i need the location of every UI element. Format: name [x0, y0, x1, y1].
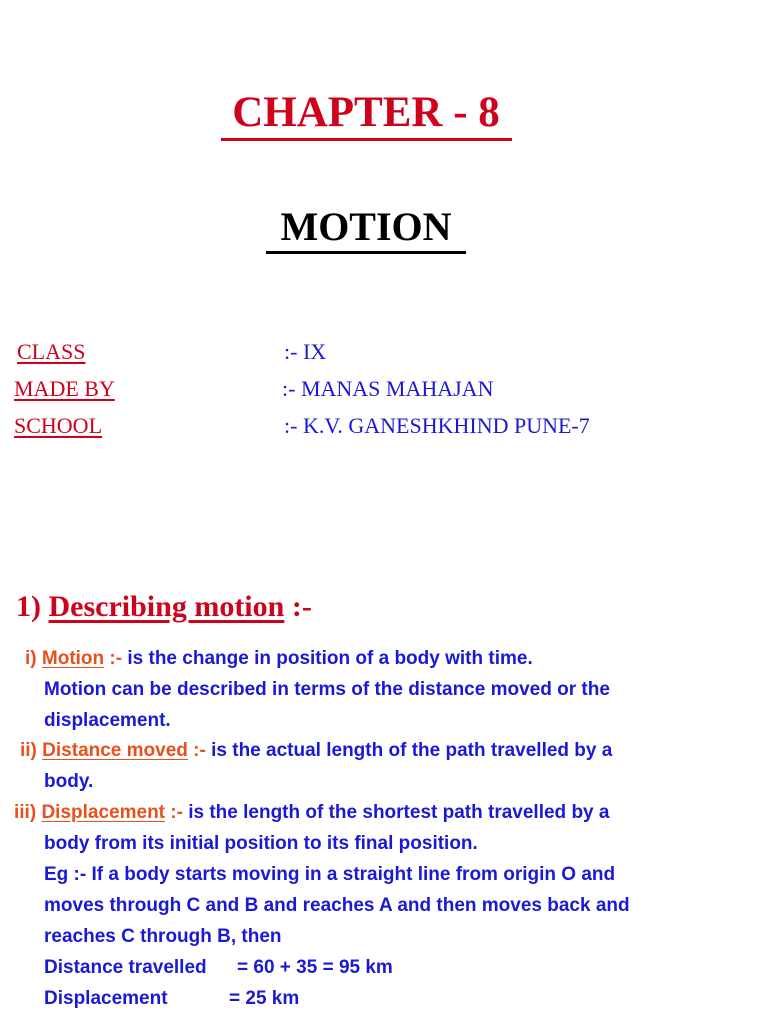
info-value-school: :- K.V. GANESHKHIND PUNE-7 [284, 413, 590, 438]
result-distance-label: Distance travelled [44, 957, 207, 978]
chapter-title: CHAPTER - 8 [232, 89, 500, 136]
info-value-class: :- IX [284, 339, 327, 364]
section-heading [16, 590, 312, 624]
item-number: iii) [14, 802, 42, 823]
section-number: 1) [16, 590, 49, 623]
example-line: Eg :- If a body starts moving in a straight line from origin O and [44, 864, 616, 885]
item-term: Distance moved [42, 740, 188, 761]
info-value-made-by: :- MANAS MAHAJAN [282, 376, 494, 401]
item-definition: is the change in position of a body with time. [127, 648, 533, 669]
chapter-title-underline [221, 138, 512, 141]
result-distance-value: = 60 + 35 = 95 km [237, 957, 393, 978]
info-label-made-by: MADE BY [14, 376, 115, 401]
item-number: ii) [20, 740, 43, 761]
item-displacement-continuation: body from its initial position to its final position. [44, 833, 478, 854]
result-displacement-label: Displacement [44, 988, 168, 1009]
example-line: reaches C through B, then [44, 926, 282, 947]
section-suffix: :- [284, 590, 312, 623]
item-definition: is the actual length of the path travelled by a [211, 740, 613, 761]
item-motion [25, 643, 533, 674]
topic-title-underline [266, 251, 466, 254]
item-distance-continuation: body. [44, 771, 94, 792]
item-separator: :- [165, 802, 189, 823]
item-number: i) [25, 648, 42, 669]
item-displacement [14, 797, 609, 828]
item-term: Motion [41, 648, 105, 669]
item-separator: :- [104, 648, 128, 669]
section-title: Describing motion [48, 590, 285, 623]
result-displacement-value: = 25 km [229, 988, 300, 1009]
item-distance [20, 735, 612, 766]
item-term: Displacement [41, 802, 165, 823]
item-definition: is the length of the shortest path travelled by a [188, 802, 610, 823]
item-motion-continuation: Motion can be described in terms of the distance moved or the [44, 679, 610, 700]
topic-title: MOTION [280, 204, 452, 249]
item-motion-continuation: displacement. [44, 710, 171, 731]
info-label-school: SCHOOL [14, 413, 103, 438]
item-separator: :- [187, 740, 212, 761]
example-line: moves through C and B and reaches A and then moves back and [44, 895, 630, 916]
info-label-class: CLASS [17, 339, 86, 364]
